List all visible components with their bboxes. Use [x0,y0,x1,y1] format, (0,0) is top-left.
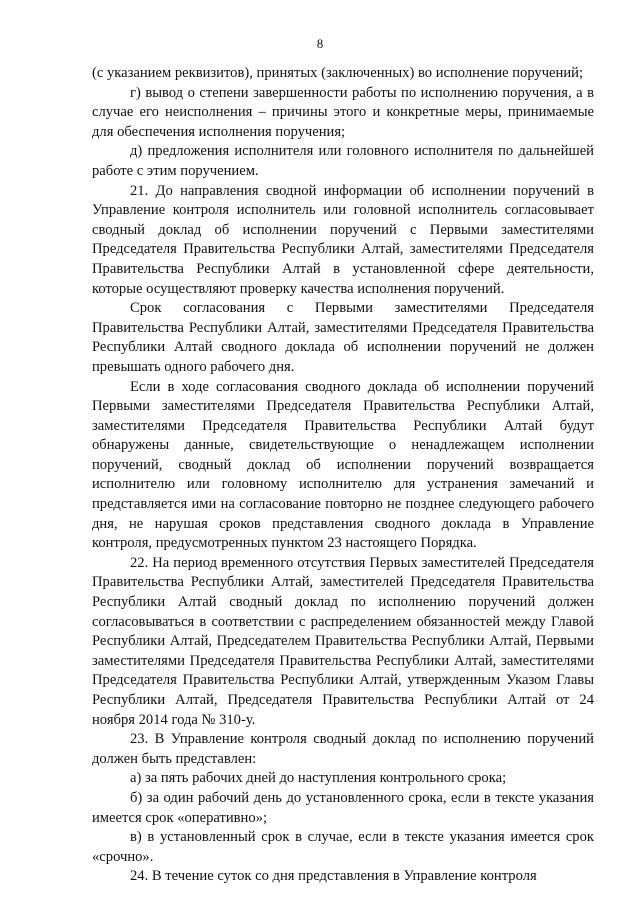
paragraph-23: 23. В Управление контроля сводный доклад по исполнению поручений должен быть представлен: [92,731,594,767]
paragraph-21: 21. До направления сводной информации об исполнении поручений в Управление контроля исполнитель или головной исполнитель согласовывает сводный доклад об исполнении поручений с Первыми заместителями Председателя Правительства Республики Алтай, заместителями Председателя Правительства Республики Алтай в установленной сфере деятельности, которые осуществляют проверку качества исполнения поручений. [92,182,594,297]
paragraph-22: 22. На период временного отсутствия Первых заместителей Председателя Правительства Республики Алтай, заместителей Председателя Правительства Республики Алтай сводный доклад по исполнению поручений должен согласовываться в соответствии с распределением обязанностей между Главой Республики Алтай, Председателем Правительства Республики Алтай, Первыми заместителями Председателя Правительства Республики Алтай, заместителями Председателя Правительства Республики Алтай, утвержденным Указом Главы Республики Алтай, Председателя Правительства Республики Алтай от 24 ноября 2014 года № 310-у. [92,554,594,728]
page-number: 8 [316,36,324,51]
paragraph-item-d: д) предложения исполнителя или головного исполнителя по дальнейшей работе с этим поручением. [92,143,594,179]
document-body [92,64,594,887]
paragraph-23-item-v: в) в установленный срок в случае, если в тексте указания имеется срок «срочно». [92,829,594,865]
paragraph-21-return: Если в ходе согласования сводного доклада об исполнении поручений Первыми заместителями Председателя Правительства Республики Алтай, заместителями Председателя Правительства Республики Алтай будут обнаружены данные, свидетельствующие о ненадлежащем исполнении поручений, сводный доклад об исполнении поручений возвращается исполнителю или головному исполнителю для устранения замечаний и представляется ими на согласование повторно не позднее следующего рабочего дня, не нарушая сроков представления сводного доклада в Управление контроля, предусмотренных пунктом 23 настоящего Порядка. [92,378,594,552]
paragraph-item-g: г) вывод о степени завершенности работы по исполнению поручения, а в случае его неисполнения – причины этого и конкретные меры, принимаемые для обеспечения исполнения поручения; [92,84,594,140]
paragraph-21-deadline: Срок согласования с Первыми заместителями Председателя Правительства Республики Алтай, заместителями Председателя Правительства Республики Алтай сводного доклада об исполнении поручений не должен превышать одного рабочего дня. [92,300,594,375]
paragraph-23-item-a: а) за пять рабочих дней до наступления контрольного срока; [130,770,507,787]
paragraph-23-item-b: б) за один рабочий день до установленного срока, если в тексте указания имеется срок «оперативно»; [92,789,594,826]
paragraph-continuation: (с указанием реквизитов), принятых (заключенных) во исполнение поручений; [92,65,584,81]
paragraph-24: 24. В течение суток со дня представления в Управление контроля [130,868,537,885]
